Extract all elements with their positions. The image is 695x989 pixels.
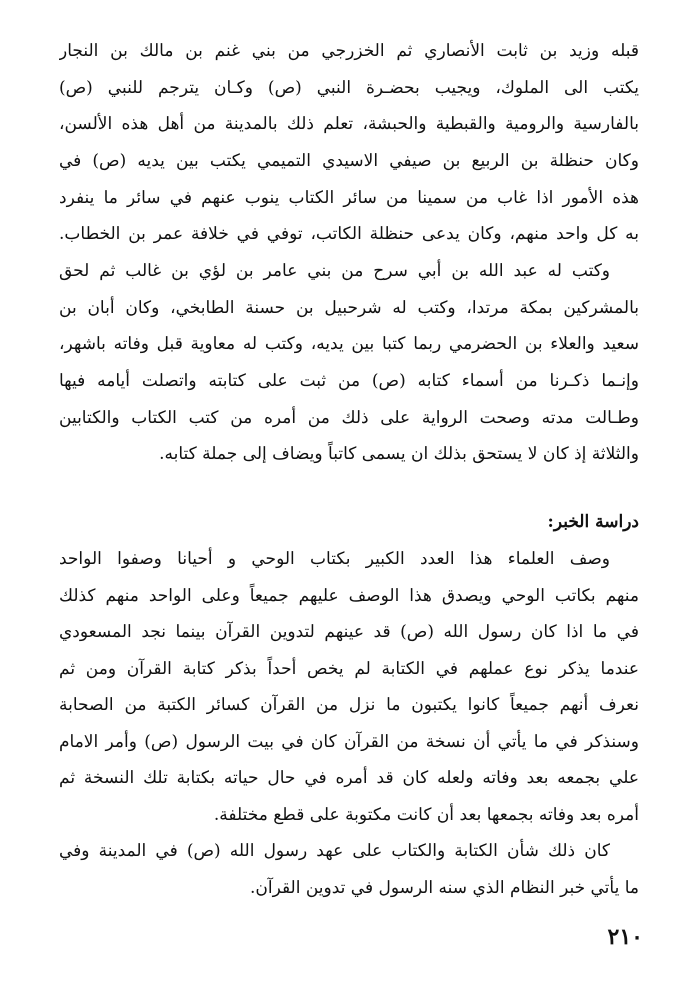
paragraph-2-line-2: بالمشركين بمكة مرتدا، وكتب له شرحبيل بن حسنة الطابخي، وكان أبان بن (59, 298, 639, 318)
paragraph-3-line-3: في ما اذا كان رسول الله (ص) قد عينهم لتدوين القرآن بينما نجد المسعودي (59, 622, 639, 642)
paragraph-2-line-4: وإنـما ذكـرنا من أسماء كتابه (ص) من ثبت على كتابته واتصلت أيامه فيها (59, 371, 639, 391)
paragraph-1-line-2: يكتب الى الملوك، ويجيب بحضـرة النبي (ص) وكـان يترجم للنبي (ص) (59, 78, 639, 98)
paragraph-3-line-4: عندما يذكر نوع عملهم في الكتابة لم يخص أحداً بذكر كتابة القرآن ومن ثم (59, 659, 639, 679)
page-number: ٢١٠ (607, 924, 643, 950)
paragraph-4-line-1: كان ذلك شأن الكتابة والكتاب على عهد رسول الله (ص) في المدينة وفي (59, 841, 610, 861)
section-heading: دراسة الخبر: (547, 512, 639, 532)
paragraph-3-line-8: أمره بعد وفاته بجمعها بعد أن كانت مكتوبة على قطع مختلفة. (213, 805, 639, 825)
paragraph-1-line-5: هذه الأمور اذا غاب من سمينا من سائر الكتاب ينوب عنهم في سائر ما ينفرد (59, 188, 639, 208)
paragraph-3-line-7: علي بجمعه بعد وفاته ولعله كان قد أمره في حال حياته بكتابة تلك النسخة ثم (59, 768, 639, 788)
paragraph-1-line-6: به كل واحد منهم، وكان يدعى حنظلة الكاتب، توفي في خلافة عمر بن الخطاب. (59, 224, 639, 244)
paragraph-3-line-5: نعرف أنهم جميعاً كانوا يكتبون ما نزل من القرآن كسائر الكتبة من الصحابة (59, 695, 639, 715)
paragraph-1-line-4: وكان حنظلة بن الربيع بن صيفي الاسيدي التميمي يكتب بين يديه (ص) في (59, 151, 639, 171)
paragraph-3-line-1: وصف العلماء هذا العدد الكبير بكتاب الوحي و أحيانا وصفوا الواحد (59, 549, 610, 569)
paragraph-4-line-2: ما يأتي خبر النظام الذي سنه الرسول في تدوين القرآن. (249, 878, 639, 898)
paragraph-2-line-3: سعيد والعلاء بن الحضرمي ربما كتبا بين يديه، وكتب له معاوية قبل وفاته باشهر، (59, 334, 639, 354)
paragraph-1-line-1: قبله وزيد بن ثابت الأنصاري ثم الخزرجي من بني غنم بن مالك بن النجار (59, 41, 639, 61)
paragraph-2-line-5: وطـالت مدته وصحت الرواية على ذلك من أمره من كتب الكتاب والكتابين (59, 408, 639, 428)
paragraph-2-line-6: والثلاثة إذ كان لا يستحق بذلك ان يسمى كاتباً ويضاف إلى جملة كتابه. (159, 444, 639, 464)
paragraph-2-line-1: وكتب له عبد الله بن أبي سرح من بني عامر بن لؤي بن غالب ثم لحق (59, 261, 610, 281)
paragraph-1-line-3: بالفارسية والرومية والقبطية والحبشة، تعلم ذلك بالمدينة من أهل هذه الألسن، (59, 114, 639, 134)
paragraph-3-line-6: وسنذكر في ما يأتي أن نسخة من القرآن كان في بيت الرسول (ص) وأمر الامام (59, 732, 639, 752)
paragraph-3-line-2: منهم بكاتب الوحي ويصدق هذا الوصف عليهم جميعاً وعلى الواحد منهم كذلك (59, 586, 639, 606)
